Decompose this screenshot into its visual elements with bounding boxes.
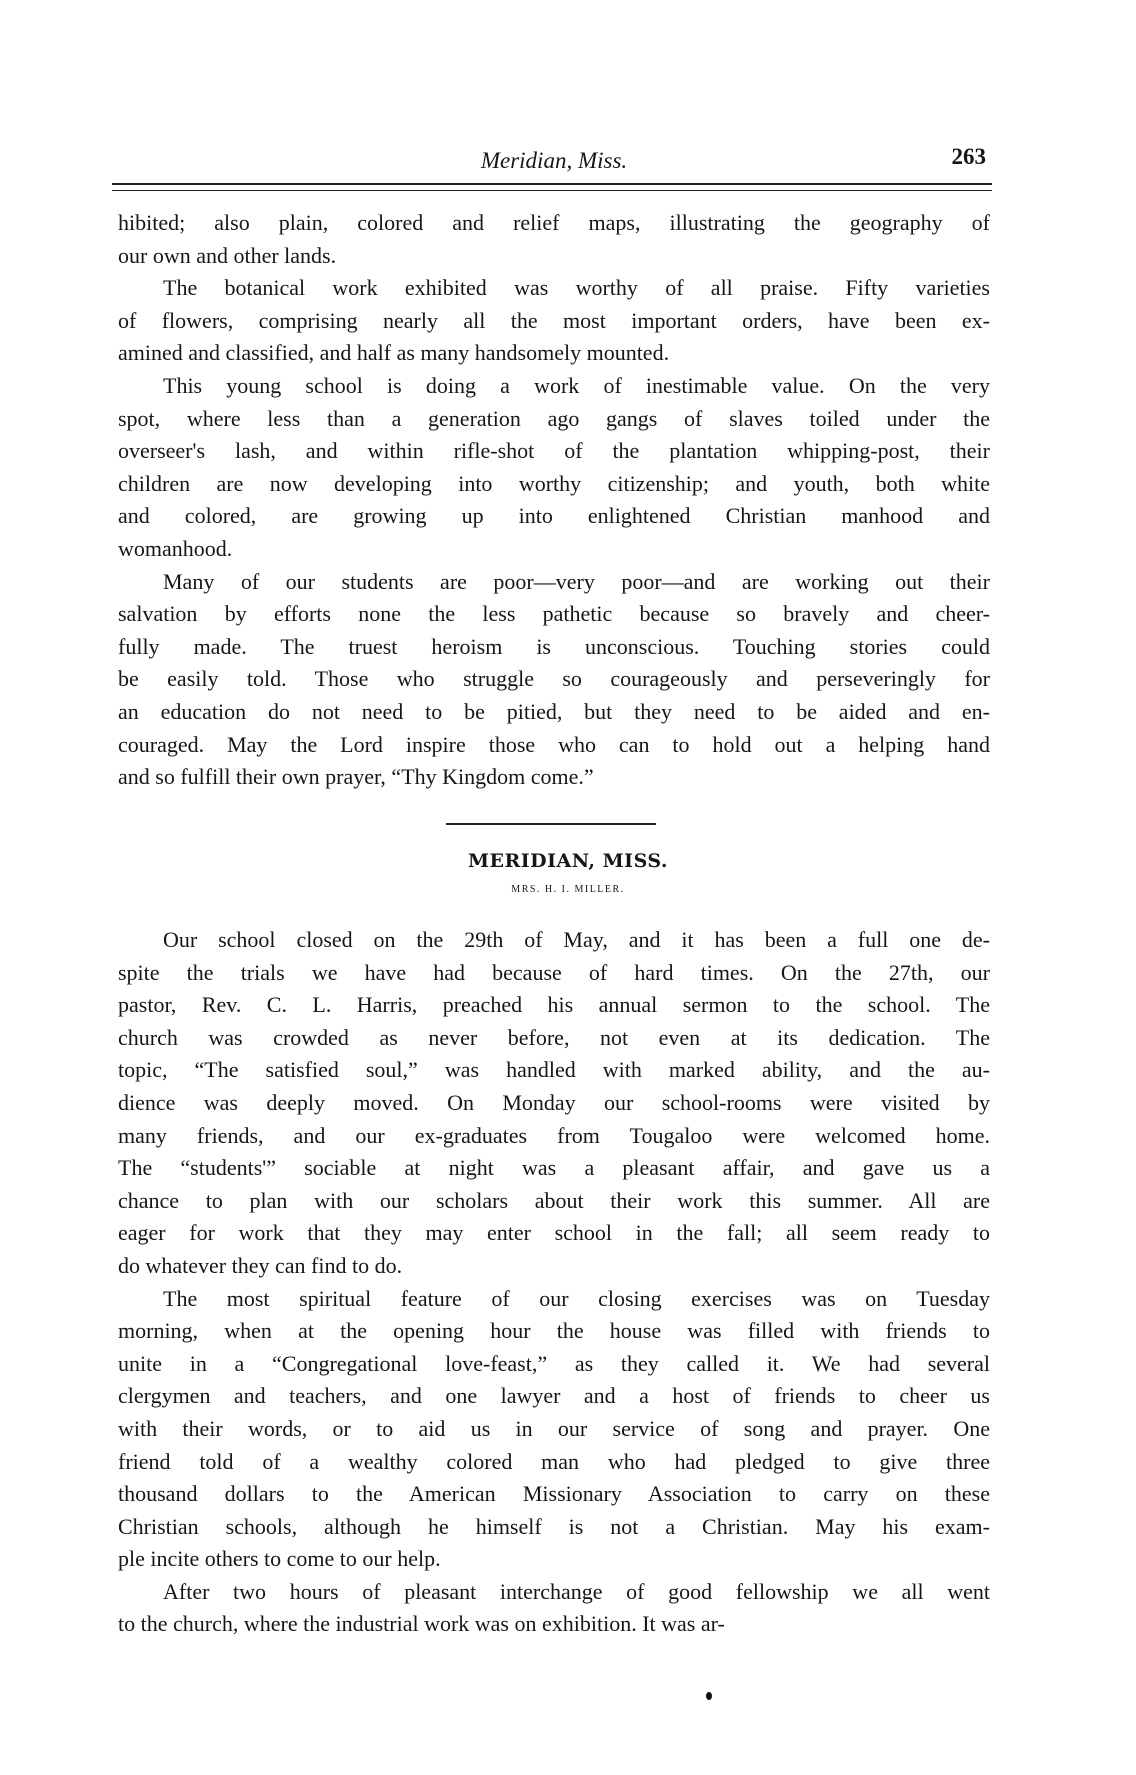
text-line: and so fulfill their own prayer, “Thy Kingdom come.”: [118, 764, 594, 790]
text-line: Christian schools, although he himself is not a Christian. May his exam-: [118, 1513, 990, 1539]
text-line: be easily told. Those who struggle so courageously and perseveringly for: [118, 666, 990, 692]
text-line: morning, when at the opening hour the house was filled with friends to: [118, 1318, 990, 1344]
paragraph: [118, 207, 990, 272]
text-line: unite in a “Congregational love-feast,” as they called it. We had several: [118, 1350, 990, 1376]
header-rule-top: [112, 183, 992, 185]
page-number: 263: [951, 144, 986, 169]
text-line: ple incite others to come to our help.: [118, 1546, 441, 1572]
text-line: spot, where less than a generation ago gangs of slaves toiled under the: [118, 405, 990, 431]
text-line: After two hours of pleasant interchange of good fellowship we all went: [163, 1578, 990, 1604]
text-line: The most spiritual feature of our closing exercises was on Tuesday: [163, 1285, 990, 1311]
text-line: hibited; also plain, colored and relief maps, illustrating the geography of: [118, 210, 990, 235]
text-line: church was crowded as never before, not even at its dedication. The: [118, 1024, 990, 1050]
text-line: chance to plan with our scholars about their work this summer. All are: [118, 1187, 990, 1213]
text-line: fully made. The truest heroism is unconscious. Touching stories could: [118, 633, 990, 659]
text-line: overseer's lash, and within rifle-shot of the plantation whipping-post, their: [118, 438, 990, 464]
text-line: spite the trials we have had because of hard times. On the 27th, our: [118, 959, 990, 985]
paragraph: [118, 272, 990, 370]
text-line: The “students'” sociable at night was a pleasant affair, and gave us a: [118, 1155, 990, 1181]
article-continuation: [118, 207, 990, 794]
text-line: The botanical work exhibited was worthy of all praise. Fifty varieties: [163, 275, 990, 301]
text-line: pastor, Rev. C. L. Harris, preached his annual sermon to the school. The: [118, 992, 990, 1018]
running-head: [118, 144, 990, 180]
text-line: topic, “The satisfied soul,” was handled with marked ability, and the au-: [118, 1057, 990, 1083]
text-line: an education do not need to be pitied, but they need to be aided and en-: [118, 698, 990, 724]
text-line: couraged. May the Lord inspire those who can to hold out a helping hand: [118, 731, 990, 757]
text-line: children are now developing into worthy citizenship; and youth, both white: [118, 470, 990, 496]
text-line: womanhood.: [118, 535, 233, 561]
text-line: This young school is doing a work of inestimable value. On the very: [163, 372, 990, 398]
paragraph: [118, 1576, 990, 1641]
text-line: Many of our students are poor—very poor—and are working out their: [163, 568, 990, 594]
section-separator: [446, 823, 656, 825]
paragraph: [118, 566, 990, 794]
text-line: do whatever they can find to do.: [118, 1252, 403, 1278]
text-line: our own and other lands.: [118, 242, 337, 268]
text-line: of flowers, comprising nearly all the most important orders, have been ex-: [118, 307, 990, 333]
text-line: many friends, and our ex-graduates from Tougaloo were welcomed home.: [118, 1122, 990, 1148]
text-line: friend told of a wealthy colored man who had pledged to give three: [118, 1448, 990, 1474]
article-body: [118, 924, 990, 1641]
text-line: amined and classified, and half as many handsomely mounted.: [118, 340, 670, 366]
author-byline: MRS. H. I. MILLER.: [511, 884, 625, 895]
text-line: dience was deeply moved. On Monday our school-rooms were visited by: [118, 1089, 990, 1115]
text-line: clergymen and teachers, and one lawyer and a host of friends to cheer us: [118, 1383, 990, 1409]
paragraph: [118, 924, 990, 1283]
text-line: to the church, where the industrial work was on exhibition. It was ar-: [118, 1611, 725, 1637]
ink-speck: [706, 1692, 712, 1700]
section-title: MERIDIAN, MISS.: [467, 850, 669, 872]
text-line: with their words, or to aid us in our service of song and prayer. One: [118, 1415, 990, 1441]
text-line: salvation by efforts none the less pathetic because so bravely and cheer-: [118, 601, 990, 627]
paragraph: [118, 370, 990, 566]
text-line: eager for work that they may enter school in the fall; all seem ready to: [118, 1220, 990, 1246]
running-head-title: Meridian, Miss.: [480, 148, 628, 173]
text-line: and colored, are growing up into enlightened Christian manhood and: [118, 503, 990, 529]
header-rule-bottom: [112, 190, 992, 191]
text-line: thousand dollars to the American Missionary Association to carry on these: [118, 1481, 990, 1507]
paragraph: [118, 1283, 990, 1576]
text-line: Our school closed on the 29th of May, and it has been a full one de-: [163, 927, 990, 952]
